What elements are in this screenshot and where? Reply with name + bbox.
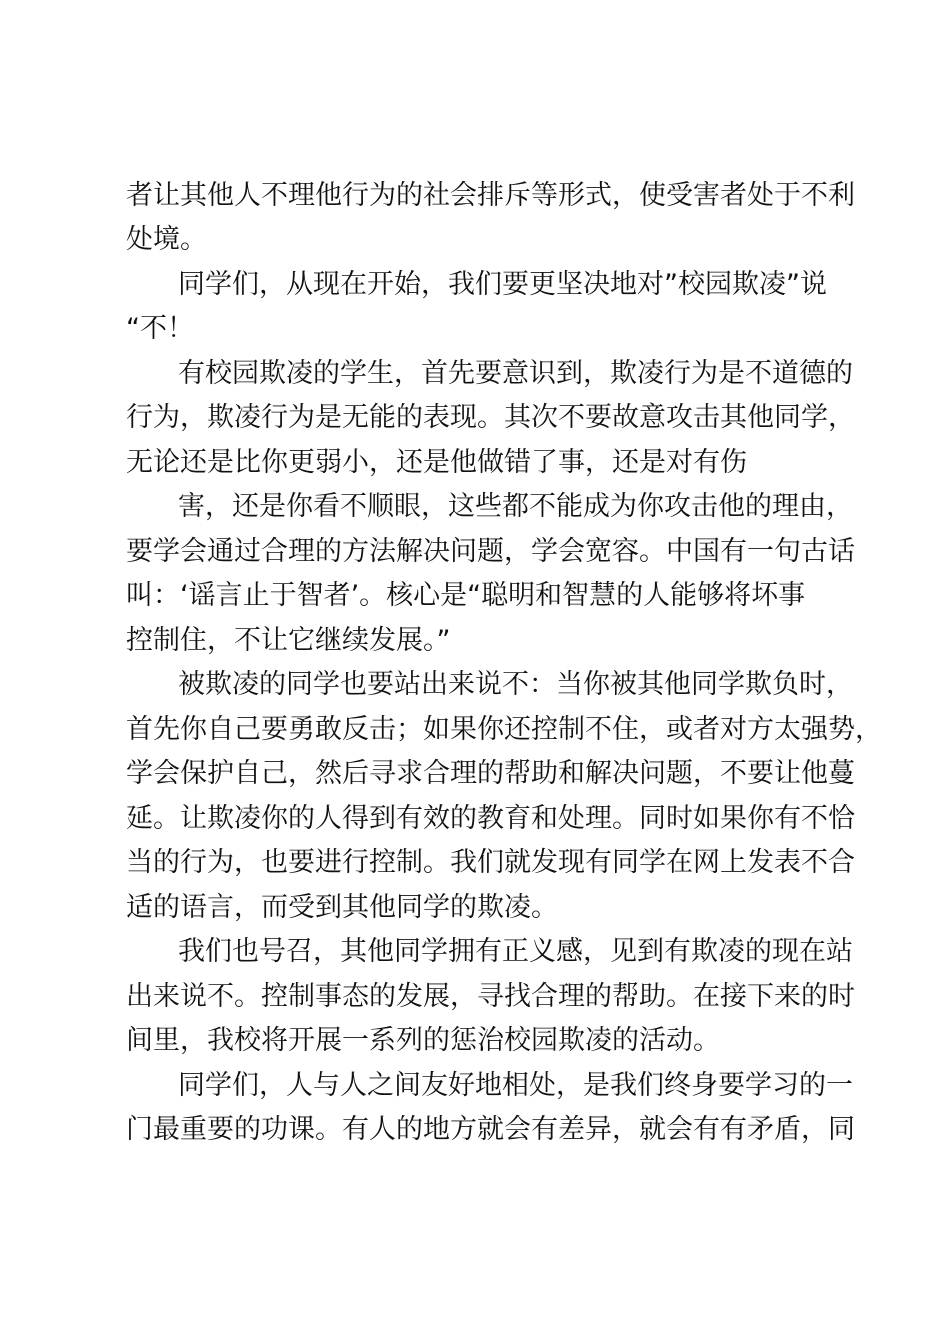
text-line: 出来说不。控制事态的发展，寻找合理的帮助。在接下来的时 xyxy=(126,981,855,1012)
paragraph-first-line: 同学们，人与人之间友好地相处，是我们终身要学习的一 xyxy=(178,1070,853,1101)
text-line: “不！ xyxy=(126,313,194,344)
paragraph-first-line: 害，还是你看不顺眼，这些都不能成为你攻击他的理由， xyxy=(178,491,853,522)
text-line: 行为，欺凌行为是无能的表现。其次不要故意攻击其他同学， xyxy=(126,402,855,433)
text-line: 首先你自己要勇敢反击；如果你还控制不住，或者对方太强势， xyxy=(126,714,882,745)
text-line: 要学会通过合理的方法解决问题，学会宽容。中国有一句古话 xyxy=(126,536,855,567)
paragraph-first-line: 同学们，从现在开始，我们要更坚决地对”校园欺凌”说 xyxy=(178,269,827,300)
text-line: 叫：‘谣言止于智者’。核心是“聪明和智慧的人能够将坏事 xyxy=(126,580,806,611)
text-line: 适的语言，而受到其他同学的欺凌。 xyxy=(126,892,558,923)
text-line: 无论还是比你更弱小，还是他做错了事，还是对有伤 xyxy=(126,447,747,478)
text-line: 延。让欺凌你的人得到有效的教育和处理。同时如果你有不恰 xyxy=(126,803,855,834)
text-line: 当的行为，也要进行控制。我们就发现有同学在网上发表不合 xyxy=(126,847,855,878)
text-line: 学会保护自己，然后寻求合理的帮助和解决问题，不要让他蔓 xyxy=(126,758,855,789)
paragraph-first-line: 我们也号召，其他同学拥有正义感，见到有欺凌的现在站 xyxy=(178,936,853,967)
text-line: 间里，我校将开展一系列的惩治校园欺凌的活动。 xyxy=(126,1025,720,1056)
paragraph-first-line: 被欺凌的同学也要站出来说不：当你被其他同学欺负时， xyxy=(178,669,853,700)
text-line: 处境。 xyxy=(126,224,207,255)
text-line: 控制住，不让它继续发展。” xyxy=(126,625,451,656)
text-line: 者让其他人不理他行为的社会排斥等形式，使受害者处于不利 xyxy=(126,180,855,211)
paragraph-first-line: 有校园欺凌的学生，首先要意识到，欺凌行为是不道德的 xyxy=(178,358,853,389)
text-line: 门最重要的功课。有人的地方就会有差异，就会有有矛盾，同 xyxy=(126,1114,855,1145)
